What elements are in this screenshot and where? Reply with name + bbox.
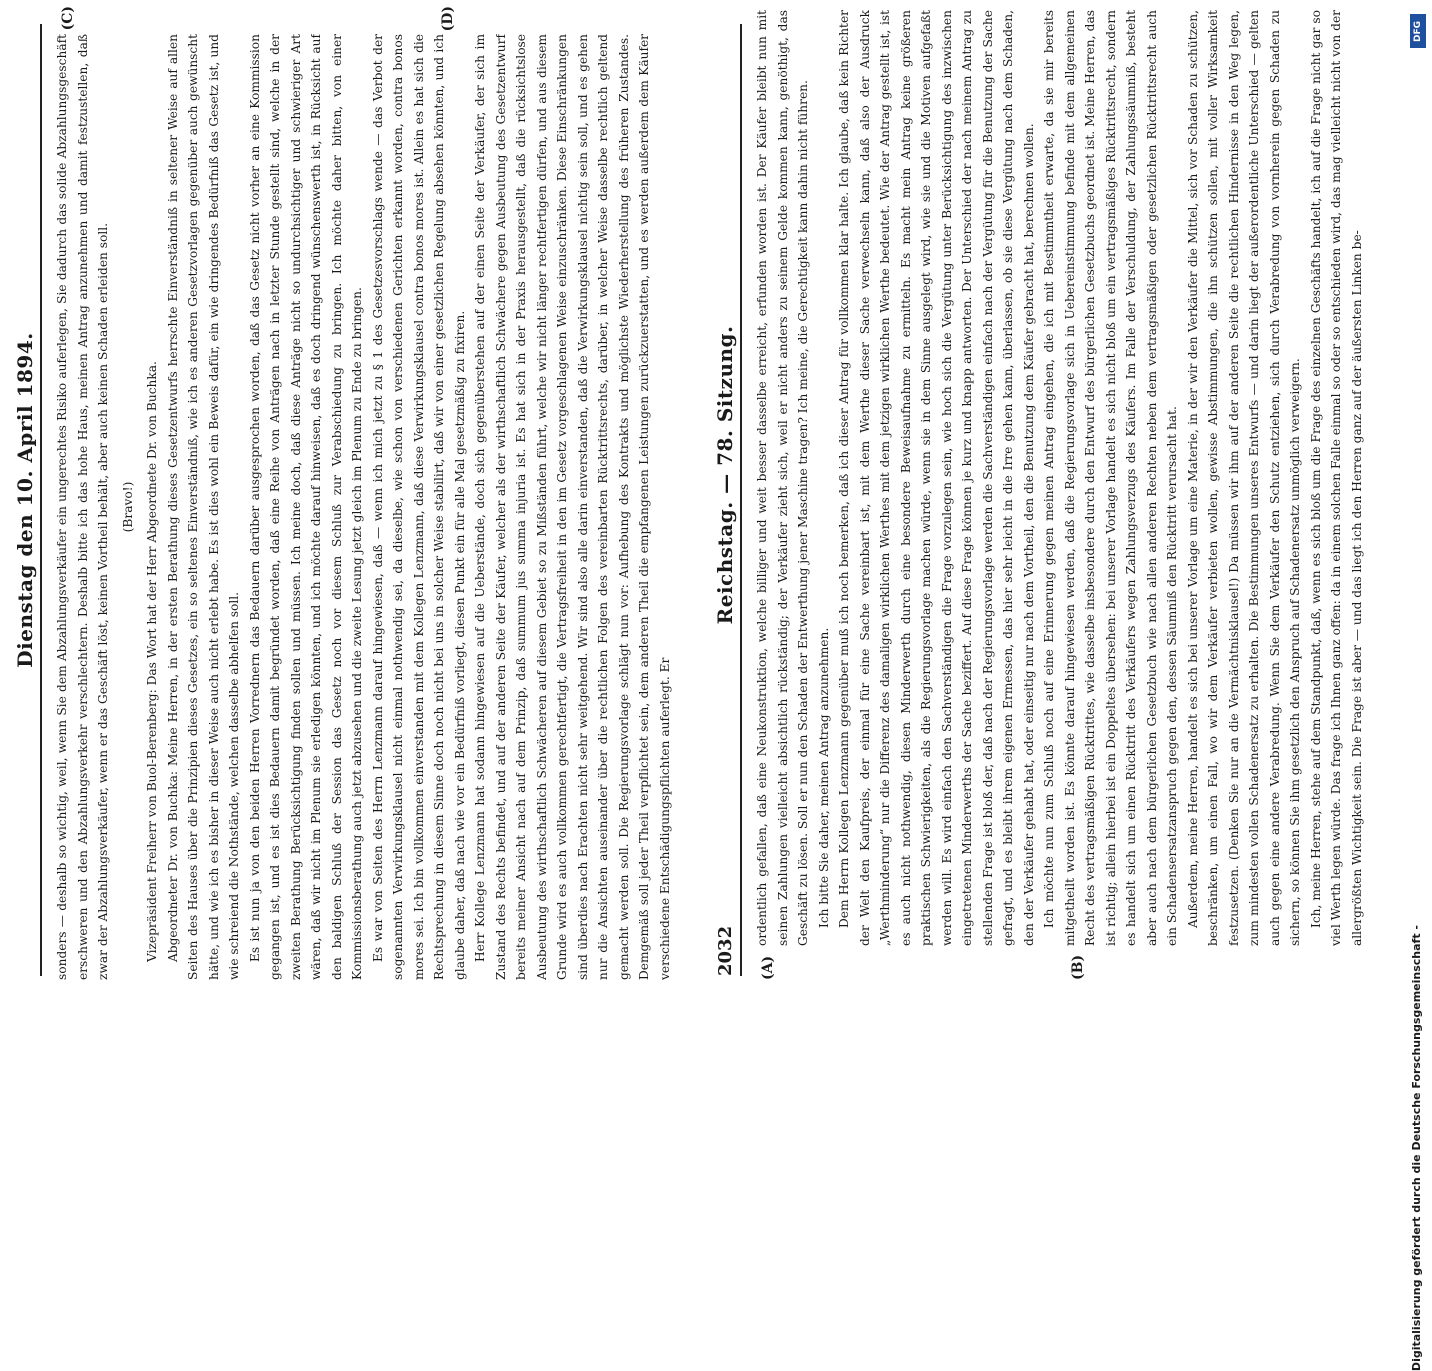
margin-marker-d: (D) [440,6,456,32]
dfg-footer [1410,12,1428,1371]
paragraph: Außerdem, meine Herren, handelt es sich bei unserer Vorlage um eine Materie, in der wir den Verkäufer die Mittel, sich vor Schaden zu schützen, beschränken, um einen Fall, wo wir dem Verkäufer verbieten wollen, gewisse Abstimmungen, die ihn schützen sollen, mit voller Wirksamkeit festzusetzen. (Denken Sie nur an die Vermächtnisklausel!) Da müssen wir ihm auf der anderen Seite die rechtlichen Hindernisse in den Weg legen, zum mindesten vollen Schadenersatz zu erhalten. Die Bestimmungen unseres Entwurfs — und darin liegt der außerordentliche Unterschied — gelten auch gegen eine andere Verabredung. Wenn Sie dem Verkäufer den Schutz entziehen, sich durch Verabredung von vornherein gegen Schaden zu sichern, so können Sie ihm gesetzlich den Anspruch auf Schadenersatz unmöglich verweigern. [1185,10,1302,946]
applause-note: (Bravo!) [120,481,135,533]
paragraph: sonders — deshalb so wichtig, weil, wenn Sie dem Abzahlungsverkäufer ein ungerechtes Risiko auferlegen, Sie dadurch das solide Abzahlungsgeschäft erschweren und den Abzahlungsverkehr verschlechtern. Deshalb bitte ich das hohe Haus, meinen Antrag anzunehmen und damit festzustellen, daß zwar der Abzahlungsverkäufer, wenn er das Geschäft löst, keinen Vortheil behält, aber auch keinen Schaden erleiden soll. [55,34,110,980]
left-running-head [710,24,742,976]
margin-marker-c: (C) [60,6,76,31]
paragraph: Ich bitte Sie daher, meinen Antrag anzunehmen. [816,627,831,928]
paragraph: ordentlich gefallen, daß eine Neukonstruktion, welche billiger und weit besser dasselbe erreicht, erfunden worden ist. Der Käufer bleibt nun mit seinen Zahlungen vielleicht absichtlich rückständig; der Verkäufer zieht sich, weil er nicht anders zu seinem Gelde kommen kann, genöthigt, das Geschäft zu lösen. Soll er nun den Schaden der Entwerthung jener Maschine tragen? Ich meine, die Gerechtigkeit kann dahin nicht führen. [755,10,810,946]
paragraph: Herr Kollege Lenzmann hat sodann hingewiesen auf die Ueberstände, doch sich gegenüberstehen auf der einen Seite der Verkäufer, der sich im Zustand des Rechts befindet, und auf der anderen Seite der Käufer, welcher als der wirthschaftlich Schwächere gegen Ausbeutung des Gesetzentwurf bereits meiner Ansicht nach auf dem Prinzip, daß summum jus summa injuria ist. Es hat sich in der Praxis herausgestellt, daß die rücksichtslose Ausbeutung des wirthschaftlich Schwächeren auf diesem Gebiet so zu Mißständen führt, welche wir nicht länger rechtfertigen dürfen, und aus diesem Grunde wird es auch vollkommen gerechtfertigt, die Vertragsfreiheit in den im Gesetz vorgeschlagenen Weise einzuschränken. Diese Einschränkungen sind überdies nach Erachten nicht sehr weitgehend. Wir sind also alle darin einverstanden, daß die Verwirkungsklausel nichtig sein soll, und es gehen nur die Ansichten auseinander über die rechtlichen Folgen des vereinbarten Rücktrittsrechts, darüber, in welcher Weise dasselbe rechtlich geltend gemacht werden soll. Die Regierungsvorlage schlägt nun vor: Aufhebung des Kontrakts und möglichste Wiederherstellung des früheren Zustandes. Demgemäß soll jeder Theil verpflichtet sein, dem anderen Theil die empfangenen Leistungen zurückzuerstatten, und es werden außerdem dem Käufer verschiedene Entschädigungspflichten auferlegt. Er [473,34,672,980]
margin-marker-a: (A) [760,955,776,980]
right-text-column [52,34,692,980]
paragraph: Ich möchte nun zum Schluß noch auf eine Erinnerung gegen meinen Antrag eingehen, die ich mit Bestimmtheit erwarte, da sie mir bereits mitgetheilt worden ist. Es könnte darauf hingewiesen werden, daß die Regierungsvorlage sich in Uebereinstimmung befinde mit dem allgemeinen Recht des vertragsmäßigen Rücktrittes, wie dasselbe insbesondere durch den Entwurf des bürgerlichen Gesetzbuchs geordnet ist. Meine Herren, das ist richtig; allein hierbei ist ein Doppeltes übersehen: bei unserer Vorlage handelt es sich nicht bloß um ein vertragsmäßiges Rücktrittsrecht, sondern es handelt sich um einen Rücktritt des Verkäufers wegen Zahlungsverzugs des Käufers. Im Falle der Verschuldung, der Zahlungssäumniß, besteht aber auch nach dem bürgerlichen Gesetzbuch wie nach allen anderen Rechten neben dem vertragsmäßigen oder gesetzlichen Rücktrittsrecht auch ein Schadensersatzanspruch gegen den, dessen Säumniß den Rücktritt verursacht hat. [1042,10,1179,946]
left-running-title: Reichstag. — 78. Sitzung. [713,325,737,625]
right-running-head [10,24,42,976]
left-page [700,0,1400,1000]
left-text-column [752,10,1392,946]
paragraph: Dem Herrn Kollegen Lenzmann gegenüber muß ich noch bemerken, daß ich dieser Antrag für vollkommen klar halte. Ich glaube, daß kein Richter der Welt den Kaufpreis, der einmal für eine Sache vereinbart ist, mit dem Werthe dieser Sache verwechseln kann, daß also der Ausdruck „Werthminderung“ nur die Differenz des damaligen wirklichen Werthes mit dem jetzigen wirklichen Werthe bedeutet. Wie der Antrag gestellt ist, ist es auch nicht nothwendig, diesen Minderwerth durch eine besondere Beweisaufnahme zu ermitteln. Es macht mein Antrag keine größeren praktischen Schwierigkeiten, als die Regierungsvorlage machen würde, wenn sie in dem Sinne ausgelegt wird, wie sie und die Motiven aufgefaßt werden will. Es wird einfach den Sachverständigen die Frage vorzulegen sein, wie hoch sich die Vergütung unter Berücksichtigung des inzwischen eingetretenen Minderwerths der Sache beziffert. Auf diese Frage können je kurz und knapp antworten. Der Unterschied der nach meinem Antrag zu stellenden Frage ist bloß der, daß nach der Regierungsvorlage werden die Sachverständigen einfach nach der Vergütung für die Benutzung der Sache gefragt, und es bleibt ihrem eigenen Ermessen, das hier sehr leicht in die Irre gehen kann, überlassen, ob sie diese Vergütung nach dem Schaden, den der Verkäufer gehabt hat, oder einseitig nur nach dem Vortheil, den die Benutzung dem Käufer gebracht hat, berechnen wollen. [837,10,1036,946]
right-running-title: Dienstag den 10. April 1894. [13,332,37,668]
right-page [0,0,700,1000]
page-number: 2032 [714,925,736,976]
digitization-note: Digitalisierung gefördert durch die Deutsche Forschungsgemeinschaft - [1410,925,1423,1371]
paragraph: Abgeordneter Dr. von Buchka: Meine Herren, in der ersten Berathung dieses Gesetzentwurfs herrschte Einverständniß in seltener Weise auf allen Seiten des Hauses über die Prinzipien dieses Gesetzes, ein so seltenes Einverständniß, wie ich es anderen Gesetzvorlagen gegenüber auch gewünscht hätte, und wie ich es bisher in dieser Weise auch nicht erlebt habe. Es ist dies wohl ein Beweis dafür, ein wie dringendes Bedürfniß das Gesetz ist, und wie schreiend die Nothstände, welchen dasselbe abhelfen soll. [165,34,241,980]
paragraph: Es war von Seiten des Herrn Lenzmann darauf hingewiesen, daß — wenn ich mich jetzt zu § 1 des Gesetzesvorschlags wende — das Verbot der sogenannten Verwirkungsklausel nicht einmal nothwendig sei, da dieselbe, wie schon von verschiedenen Gerichten erkannt worden, contra bonos mores sei. Ich bin vollkommen einverstanden mit dem Kollegen Lenzmann, daß diese Verwirkungsklausel contra bonos mores ist. Allein es hat sich die Rechtsprechung in diesem Sinne doch noch nicht bei uns in solcher Weise stabilirt, daß wir von einer gesetzlichen Regelung absehen könnten, und ich glaube daher, daß nach wie vor ein Bedürfniß vorliegt, diesen Punkt ein für alle Mal gesetzmäßig zu fixiren. [370,34,467,980]
paragraph: Es ist nun ja von den beiden Herren Vorrednern das Bedauern darüber ausgesprochen worden, daß das Gesetz nicht vorher an eine Kommission gegangen ist, und es ist dies Bedauern damit begründet worden, daß eine Reihe von Anträgen nach in letzter Stunde gestellt sind, welche in der zweiten Berathung Berücksichtigung finden sollen und müssen. Ich meine doch, daß diese Anträge nicht so undurchsichtiger und schwieriger Art wären, daß wir nicht im Plenum sie erledigen könnten, und ich möchte darauf hinweisen, daß es doch dringend wünschenswerth ist, in Rücksicht auf den baldigen Schluß der Session das Gesetz noch vor diesem Schluß zur Verabschiedung zu bringen. Ich möchte daher bitten, von einer Kommissionsberathung auch jetzt abzusehen und die zweite Lesung jetzt gleich im Plenum zu Ende zu bringen. [247,34,364,980]
paragraph: Ich, meine Herren, stehe auf dem Standpunkt, daß, wenn es sich bloß um die Frage des einzelnen Geschäfts handelt, ich auf die Frage nicht gar so viel Werth legen würde. Das frage ich Ihnen ganz offen: da in einem solchen Falle einmal so oder so entschieden wird, das mag vielleicht nicht von der allergrößten Wichtigkeit sein. Die Frage ist aber — und das liegt ich den Herren ganz auf der äußersten Linken be- [1308,10,1364,946]
margin-marker-b: (B) [1070,954,1086,980]
paragraph: Vizepräsident Freiherr von Buol-Berenberg: Das Wort hat der Herr Abgeordnete Dr. von Buchka. [145,361,159,962]
dfg-logo: DFG [1410,14,1426,48]
